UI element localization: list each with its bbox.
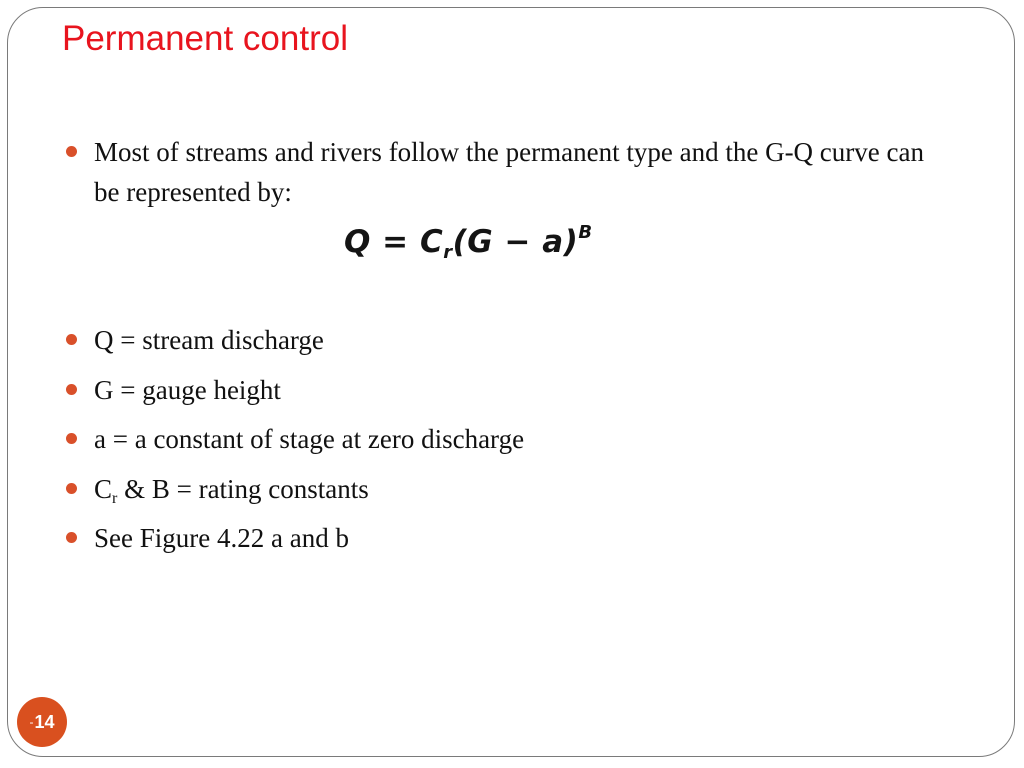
page-number-prefix: - <box>29 715 34 729</box>
intro-bullet-list <box>66 132 946 216</box>
bullet-icon <box>66 334 77 345</box>
definition-text: a = a constant of stage at zero discharge <box>94 424 525 454</box>
rating-equation <box>344 222 593 263</box>
list-item <box>66 518 946 568</box>
list-item <box>66 132 946 212</box>
intro-bullet-text: Most of streams and rivers follow the permanent type and the G-Q curve can be represented by: <box>94 137 924 207</box>
equation-coef-sub: r <box>443 242 453 263</box>
slide-title: Permanent control <box>62 19 348 58</box>
bullet-icon <box>66 146 77 157</box>
equation-lhs: Q <box>344 224 371 260</box>
bullet-icon <box>66 483 77 494</box>
list-item <box>66 469 946 519</box>
bullet-icon <box>66 433 77 444</box>
definition-list <box>66 320 946 568</box>
definition-text: See Figure 4.22 a and b <box>94 523 349 553</box>
page-number-badge <box>17 697 67 747</box>
definition-sub: r <box>112 489 118 507</box>
bullet-icon <box>66 532 77 543</box>
list-item <box>66 370 946 420</box>
equation-exponent: B <box>578 222 593 243</box>
definition-prefix: C <box>94 473 113 504</box>
definition-suffix: & B = rating constants <box>117 473 369 504</box>
list-item <box>66 320 946 370</box>
equation-equals: = <box>382 224 409 260</box>
equation-coef: C <box>419 224 444 260</box>
definition-text: G = gauge height <box>94 374 281 405</box>
definition-text: Q = stream discharge <box>94 325 324 355</box>
page-number: 14 <box>34 711 55 732</box>
bullet-icon <box>66 384 77 395</box>
equation-paren: (G − a) <box>452 224 579 260</box>
list-item <box>66 419 946 469</box>
